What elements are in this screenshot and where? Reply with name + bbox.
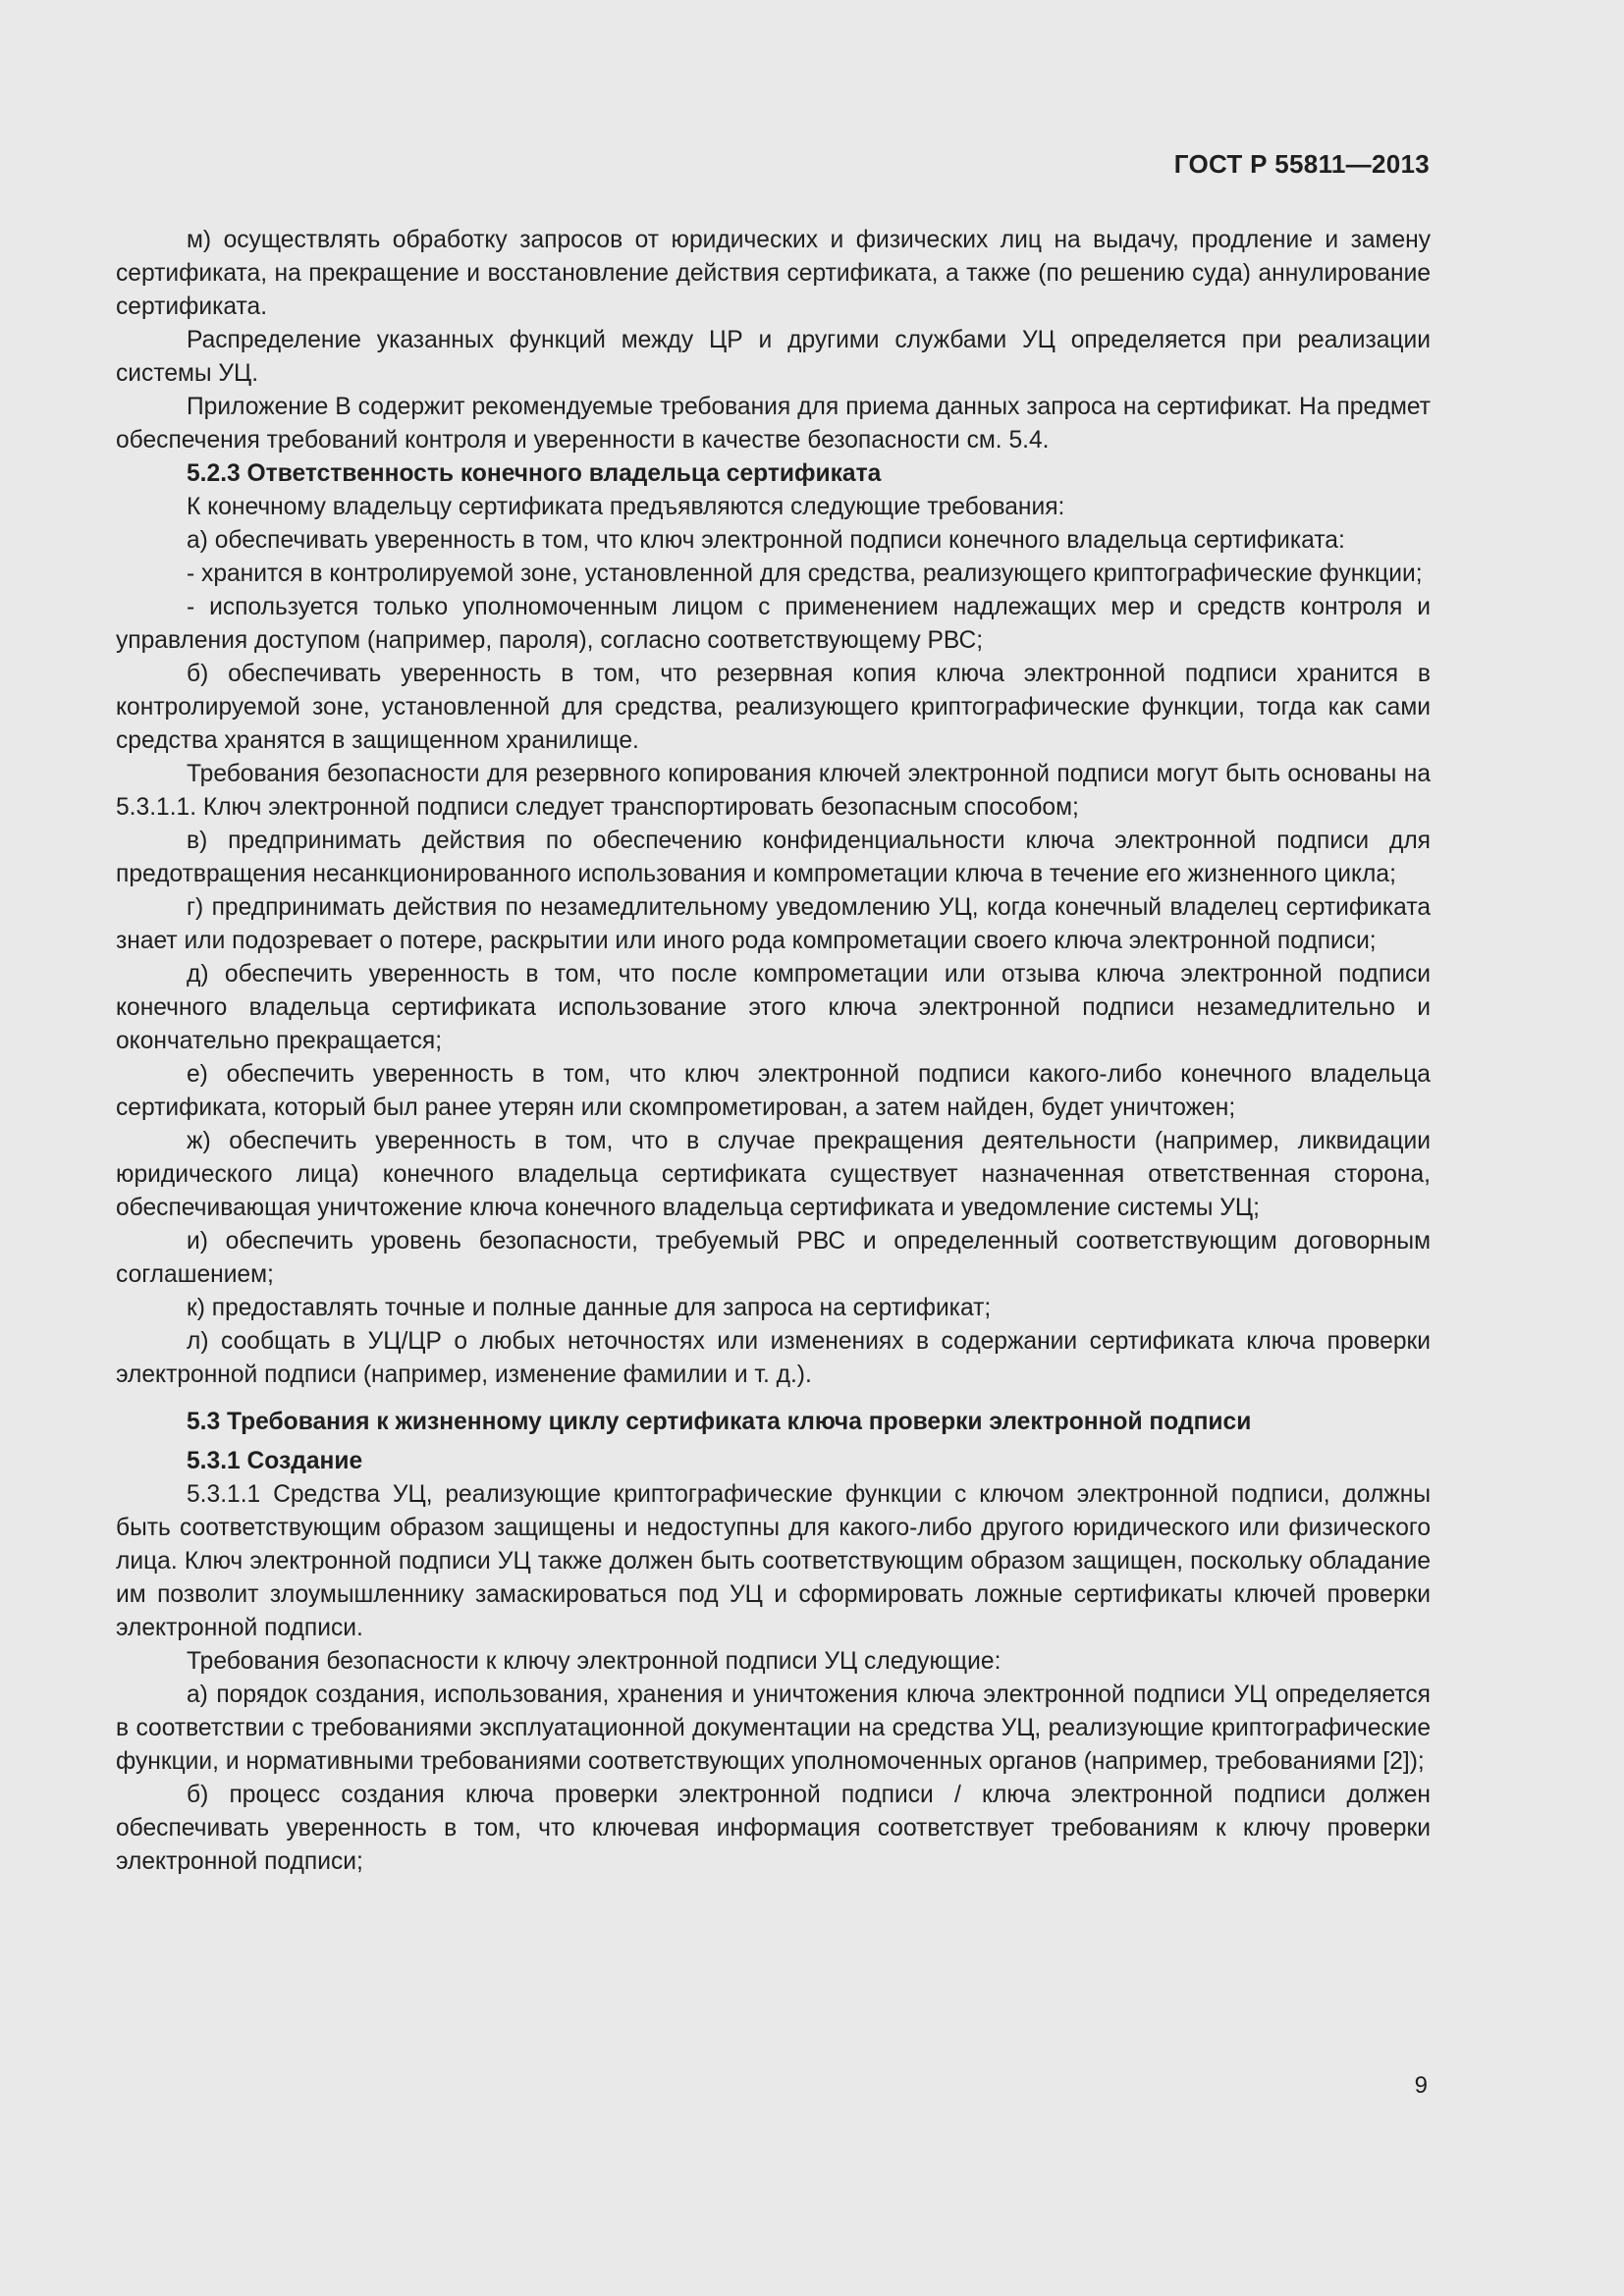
paragraph-5-3-1-1: 5.3.1.1 Средства УЦ, реализующие криптографические функции с ключом электронной подписи, должны быть соответствующим образом защищены и недоступны для какого-либо другого юридического или физического лица. Ключ электронной подписи УЦ также должен быть соответствующим образом защищен, поскольку обладание им позволит злоумышленнику замаскироваться под УЦ и сформировать ложные сертификаты ключей проверки электронной подписи. [116,1481,1431,1641]
list-item-v: в) предпринимать действия по обеспечению конфиденциальности ключа электронной подписи для предотвращения несанкционированного использования и компрометации ключа в течение его жизненного цикла; [116,828,1431,887]
page-number: 9 [1414,2072,1428,2099]
list-item-g: г) предпринимать действия по незамедлительному уведомлению УЦ, когда конечный владелец сертификата знает или подозревает о потере, раскрытии или иного рода компрометации своего ключа электронной подписи; [116,894,1431,954]
list-item-i: и) обеспечить уровень безопасности, требуемый РВС и определенный соответствующим договорным соглашением; [116,1228,1431,1288]
paragraph-annex-b: Приложение В содержит рекомендуемые требования для приема данных запроса на сертификат. На предмет обеспечения требований контроля и уверенности в качестве безопасности см. 5.4. [116,394,1431,454]
section-heading-5-3-1: 5.3.1 Создание [187,1448,363,1474]
document-body [116,224,1431,1879]
list-item-zh: ж) обеспечить уверенность в том, что в случае прекращения деятельности (например, ликвидации юридического лица) конечного владельца сертификата существует назначенная ответственная сторона, обеспечивающая уничтожение ключа конечного владельца сертификата и уведомление системы УЦ; [116,1128,1431,1221]
paragraph-distribution: Распределение указанных функций между ЦР и другими службами УЦ определяется при реализации системы УЦ. [116,327,1431,387]
list-item-ca-b: б) процесс создания ключа проверки электронной подписи / ключа электронной подписи должен обеспечивать уверенность в том, что ключевая информация соответствует требованиям к ключу проверки электронной подписи; [116,1782,1431,1875]
paragraph-ca-key-reqs: Требования безопасности к ключу электронной подписи УЦ следующие: [187,1648,1001,1675]
section-heading-5-2-3: 5.2.3 Ответственность конечного владельца сертификата [187,460,882,487]
paragraph-requirements: К конечному владельцу сертификата предъявляются следующие требования: [187,494,1065,520]
list-item-ca-a: а) порядок создания, использования, хранения и уничтожения ключа электронной подписи УЦ определяется в соответствии с требованиями эксплуатационной документации на средства УЦ, реализующие криптографические функции, и нормативными требованиями соответствующих уполномоченных органов (например, требованиями [2]); [116,1682,1431,1775]
standard-header: ГОСТ Р 55811—2013 [1173,149,1430,179]
paragraph-backup: Требования безопасности для резервного копирования ключей электронной подписи могут быть основаны на 5.3.1.1. Ключ электронной подписи следует транспортировать безопасным способом; [116,761,1431,821]
paragraph-m: м) осуществлять обработку запросов от юридических и физических лиц на выдачу, продление и замену сертификата, на прекращение и восстановление действия сертификата, а также (по решению суда) аннулирование сертификата. [116,227,1431,320]
list-item-dash-1: - хранится в контролируемой зоне, установленной для средства, реализующего криптографические функции; [187,561,1423,587]
list-item-e: е) обеспечить уверенность в том, что ключ электронной подписи какого-либо конечного владельца сертификата, который был ранее утерян или скомпрометирован, а затем найден, будет уничтожен; [116,1061,1431,1121]
list-item-b: б) обеспечивать уверенность в том, что резервная копия ключа электронной подписи хранится в контролируемой зоне, установленной для средства, реализующего криптографические функции, тогда как сами средства хранятся в защищенном хранилище. [116,661,1431,754]
list-item-k: к) предоставлять точные и полные данные для запроса на сертификат; [187,1295,992,1321]
list-item-a: а) обеспечивать уверенность в том, что ключ электронной подписи конечного владельца сертификата: [187,527,1345,554]
section-heading-5-3: 5.3 Требования к жизненному циклу сертификата ключа проверки электронной подписи [187,1409,1252,1435]
list-item-l: л) сообщать в УЦ/ЦР о любых неточностях или изменениях в содержании сертификата ключа проверки электронной подписи (например, изменение фамилии и т. д.). [116,1328,1431,1388]
list-item-dash-2: - используется только уполномоченным лицом с применением надлежащих мер и средств контроля и управления доступом (например, пароля), согласно соответствующему РВС; [116,594,1431,654]
list-item-d: д) обеспечить уверенность в том, что после компрометации или отзыва ключа электронной подписи конечного владельца сертификата использование этого ключа электронной подписи незамедлительно и окончательно прекращается; [116,961,1431,1054]
